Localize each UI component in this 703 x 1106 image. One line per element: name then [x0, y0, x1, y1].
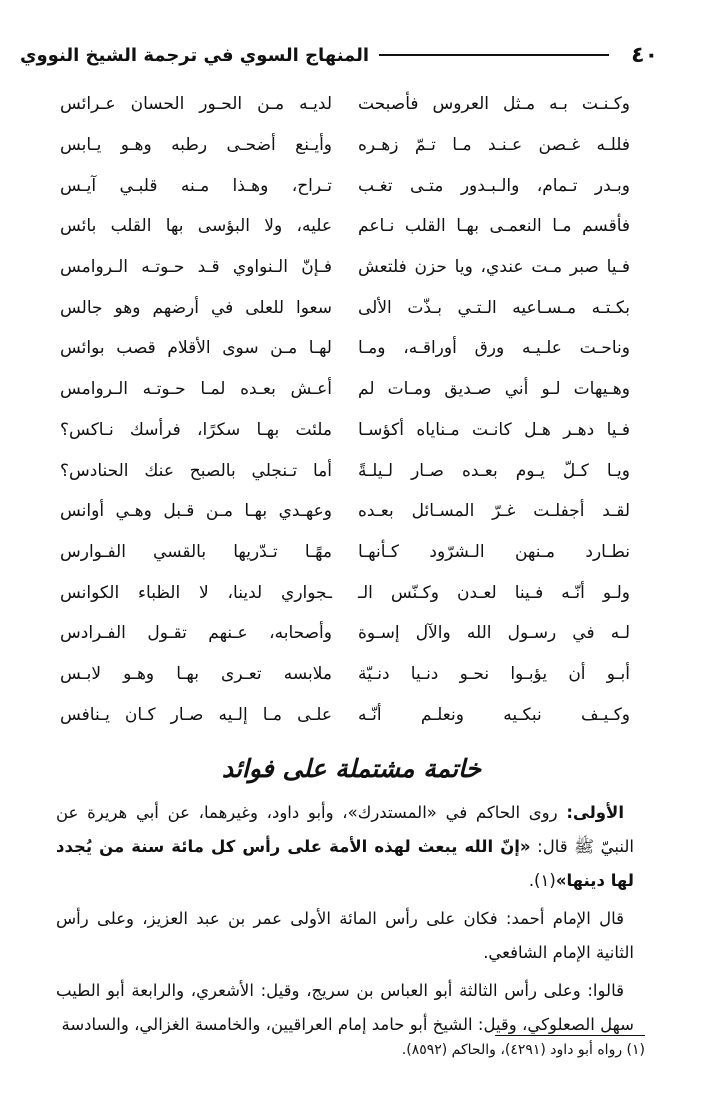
verse-first-hemistich: فأقسم مـا النعمـى بهـا القلب نـاعم	[358, 216, 630, 237]
footnote-rule	[495, 1035, 645, 1036]
prose-body	[56, 796, 634, 1046]
verse-first-hemistich: وهـيهات لـو أني صـديق ومـات لم	[358, 379, 630, 400]
verse-first-hemistich: وناحـت علـيـه ورق أوراقـه، ومـا	[358, 338, 630, 359]
verse-first-hemistich: لقـد أجفلـت غـرّ المسـائل بعـده	[358, 501, 630, 522]
section-heading: خاتمة مشتملة على فوائد	[221, 754, 482, 783]
poem	[60, 84, 630, 735]
verse-line	[60, 694, 630, 735]
footnote: (١) رواه أبو داود (٤٢٩١)، والحاكم (٨٥٩٢).	[401, 1042, 645, 1058]
verse-line	[60, 532, 630, 573]
verse-line	[60, 206, 630, 247]
verse-line	[60, 369, 630, 410]
verse-second-hemistich: فـإنّ الـنواوي قـد حـوتـه الـروامس	[60, 257, 332, 278]
verse-line	[60, 247, 630, 288]
verse-second-hemistich: سعوا للعلى في أرضهم وهو جالس	[60, 297, 332, 318]
verse-first-hemistich: ولـو أنّـه فـينا لعـدن وكـنّس الـ	[358, 582, 630, 603]
page-header	[20, 40, 658, 70]
verse-first-hemistich: فـيا صبر مـت عندي، ويا حزن فلتعش	[358, 257, 630, 278]
paragraph-tail: (١).	[528, 871, 556, 890]
verse-first-hemistich: فللـه غـصن عـنـد مـا تـمّ زهـره	[358, 135, 630, 156]
verse-first-hemistich: لـه في رسـول الله والآل إسـوة	[358, 623, 630, 644]
verse-line	[60, 491, 630, 532]
verse-second-hemistich: أما تـنجلي بالصبح عنك الحنادس؟	[60, 460, 332, 481]
verse-second-hemistich: علـى مـا إلـيه صـار كـان يـنافس	[60, 704, 332, 725]
verse-line	[60, 654, 630, 695]
running-title: المنهاج السوي في ترجمة الشيخ النووي	[20, 44, 370, 66]
verse-second-hemistich: تـراح، وهـذا مـنه قلبـي آيـس	[60, 175, 332, 196]
verse-second-hemistich: لديـه مـن الحـور الحسان عـرائس	[60, 94, 332, 115]
paragraph-text: قالوا: وعلى رأس الثالثة أبو العباس بن سريج، وقيل: الأشعري، والرابعة أبو الطيب سهل الصعلوكي، وقيل: الشيخ أبو حامد إمام العراقيين، والخامسة الغزالي، والسادسة	[56, 981, 634, 1034]
verse-line	[60, 84, 630, 125]
verse-second-hemistich: ـجواري لدينا، لا الظباء الكوانس	[60, 582, 332, 603]
verse-second-hemistich: ملئت بهـا سكرًا، فرأسك نـاكس؟	[60, 419, 332, 440]
verse-first-hemistich: وكـنـت بـه مـثل العروس فأصبحت	[358, 94, 630, 115]
verse-second-hemistich: وعهـدي بهـا مـن قـبل وهـي أوانس	[60, 501, 332, 522]
verse-line	[60, 450, 630, 491]
verse-line	[60, 165, 630, 206]
verse-line	[60, 328, 630, 369]
paragraph-text: روى الحاكم في «المستدرك»، وأبو داود، وغيرهما، عن أبي هريرة عن النبيّ ﷺ قال:	[56, 803, 634, 856]
verse-first-hemistich: بكـتـه مـسـاعيه الـتـي بـذّت الألى	[358, 297, 630, 318]
verse-second-hemistich: مهًـا تـدّريها بالقسي الفـوارس	[60, 541, 332, 562]
verse-first-hemistich: وبـدر تـمام، والـبـدور متـى تغـب	[358, 175, 630, 196]
paragraph	[56, 796, 634, 898]
verse-second-hemistich: ملابسه تعـرى بهـا وهـو لابـس	[60, 663, 332, 684]
verse-first-hemistich: أبـو أن يؤبـوا نحـو دنـيا دنـيّة	[358, 663, 630, 684]
verse-first-hemistich: فـيا دهـر هـل كانـت مـناياه أكؤسـا	[358, 419, 630, 440]
verse-first-hemistich: ويـا كـلّ يـوم بعـده صـار لـيلـةً	[358, 460, 630, 481]
verse-first-hemistich: وكـيـف نبكـيه ونعلـم أنّـه	[358, 704, 630, 725]
verse-first-hemistich: نطـارد مـنهن الـشرّود كـأنهـا	[358, 541, 630, 562]
verse-second-hemistich: لهـا مـن سوى الأقلام قصب بوائس	[60, 338, 332, 359]
verse-line	[60, 410, 630, 451]
verse-line	[60, 287, 630, 328]
page-number: ٤٠	[631, 42, 658, 68]
verse-line	[60, 613, 630, 654]
verse-second-hemistich: عليه، ولا البؤسى بها القلب بائس	[60, 216, 332, 237]
paragraph	[56, 902, 634, 970]
paragraph	[56, 974, 634, 1042]
verse-second-hemistich: وأصحابه، عـنهم تقـول الفـرادس	[60, 623, 332, 644]
verse-second-hemistich: أعـش بعـده لمـا حـوتـه الـروامس	[60, 379, 332, 400]
verse-line	[60, 125, 630, 166]
paragraph-hadith: «إنّ الله يبعث لهذه الأمة على رأس كل مائة سنة من يُجدد لها دينها»	[56, 837, 634, 890]
verse-second-hemistich: وأيـنع أضحـى رطبه وهـو يـابس	[60, 135, 332, 156]
header-rule	[379, 54, 609, 56]
verse-line	[60, 572, 630, 613]
paragraph-text: قال الإمام أحمد: فكان على رأس المائة الأولى عمر بن عبد العزيز، وعلى رأس الثانية الإمام الشافعي.	[56, 909, 634, 962]
paragraph-lead: الأولى:	[566, 803, 624, 822]
